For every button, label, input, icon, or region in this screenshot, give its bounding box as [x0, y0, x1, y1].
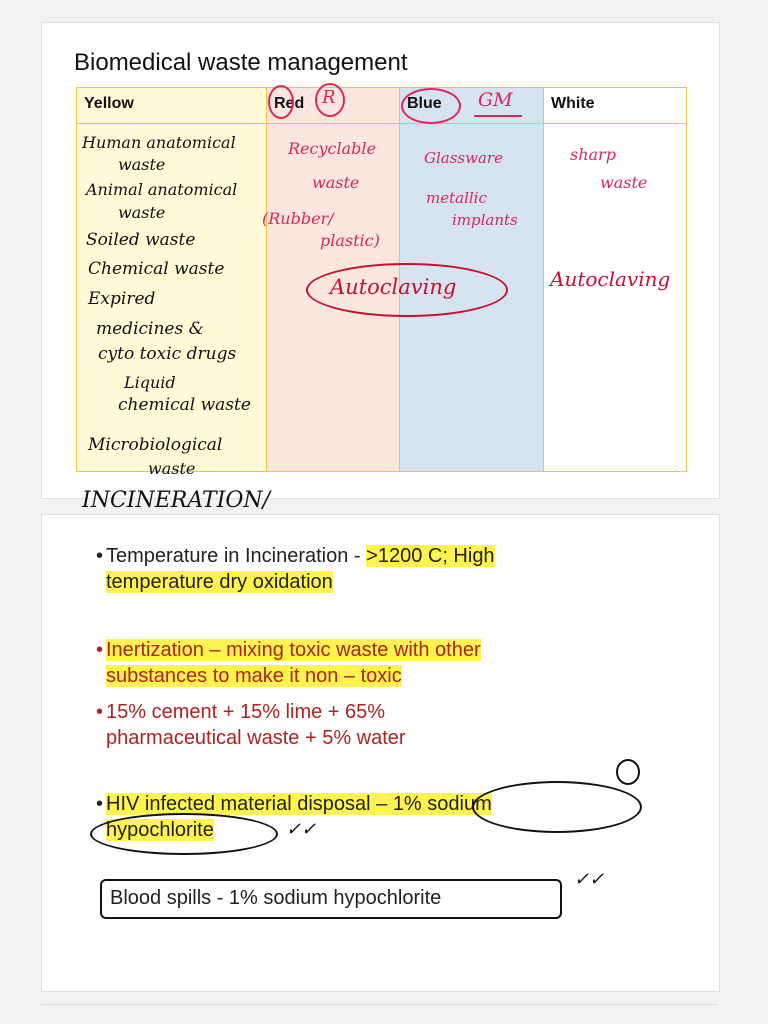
yellow-item: Microbiological	[88, 435, 223, 455]
yellow-item: waste	[118, 203, 166, 222]
incineration-heading: INCINERATION/	[82, 488, 271, 513]
header-blue: Blue	[407, 95, 442, 112]
star-annotation-circle	[616, 759, 640, 785]
slide-biomedical-waste	[41, 22, 720, 499]
tick-marks-2: ✓✓	[574, 869, 605, 890]
cement-mix-text-2: pharmaceutical waste + 5% water	[106, 727, 406, 749]
yellow-item: waste	[148, 459, 196, 478]
header-yellow: Yellow	[84, 95, 134, 112]
r-annotation: R	[322, 87, 336, 108]
yellow-item: cyto toxic drugs	[98, 344, 237, 364]
yellow-item: Animal anatomical	[86, 180, 238, 199]
red-item: (Rubber/	[262, 209, 334, 228]
bullet-cement-mix: • 15% cement + 15% lime + 65%	[96, 701, 386, 723]
header-white: White	[551, 95, 595, 112]
header-red: Red	[274, 95, 305, 112]
yellow-item: Chemical waste	[88, 259, 225, 279]
page-divider	[41, 1004, 718, 1005]
yellow-item: Expired	[88, 289, 156, 309]
red-item: waste	[312, 173, 360, 192]
waste-category-table	[76, 87, 687, 478]
bullet-inertization: • Inertization – mixing toxic waste with other	[96, 639, 481, 661]
yellow-item: chemical waste	[118, 395, 251, 415]
inertization-term: Inertization	[106, 639, 204, 661]
blue-header-circle	[401, 88, 461, 124]
table-header-row	[76, 87, 687, 124]
inertization-definition: – mixing toxic waste with other	[203, 639, 481, 661]
yellow-item: Soiled waste	[86, 230, 196, 250]
hypochlorite-circle	[90, 813, 278, 855]
autoclaving-red-blue: Autoclaving	[330, 275, 457, 299]
red-item: Recyclable	[288, 139, 376, 158]
red-header-circle	[268, 85, 294, 119]
gm-underline	[474, 115, 522, 117]
yellow-item: Liquid	[124, 373, 176, 392]
bullet-cement-mix-cont	[106, 725, 406, 751]
autoclaving-white: Autoclaving	[550, 267, 671, 291]
bullet-temperature: • Temperature in Incineration - >1200 C; High	[96, 545, 495, 567]
blue-item: implants	[452, 211, 518, 229]
hiv-disposal-text: HIV infected material disposal –	[106, 793, 393, 815]
blue-item: Glassware	[424, 149, 503, 167]
slide-title: Biomedical waste management	[74, 49, 408, 76]
temperature-text: Temperature in Incineration -	[106, 545, 367, 567]
yellow-item: medicines &	[96, 319, 204, 339]
bullet-hiv-disposal: • HIV infected material disposal – 1% sodium	[96, 793, 492, 815]
gm-annotation: GM	[478, 89, 513, 111]
inertization-definition-2: substances to make it non – toxic	[106, 665, 402, 687]
blood-spills-text: Blood spills - 1% sodium hypochlorite	[110, 887, 442, 909]
blue-item: metallic	[426, 189, 487, 207]
hiv-disposal-agent: 1% sodium	[392, 793, 492, 815]
bullet-inertization-cont	[106, 663, 402, 689]
hypochlorite-text: hypochlorite	[106, 819, 214, 841]
sodium-circle	[472, 781, 642, 833]
white-item: sharp	[570, 145, 616, 164]
tick-marks: ✓✓	[286, 819, 317, 840]
bullet-blood-spills	[110, 885, 441, 911]
temperature-value: >1200 C; High	[366, 545, 495, 567]
yellow-item: Human anatomical	[82, 133, 236, 152]
dry-oxidation-text: temperature dry oxidation	[106, 571, 333, 593]
white-item: waste	[600, 173, 648, 192]
cement-mix-text: 15% cement + 15% lime + 65%	[106, 701, 386, 723]
bullet-temperature-cont	[106, 569, 333, 595]
slide-disposal-methods	[41, 514, 720, 992]
yellow-item: waste	[118, 155, 166, 174]
red-item: plastic)	[320, 231, 380, 250]
